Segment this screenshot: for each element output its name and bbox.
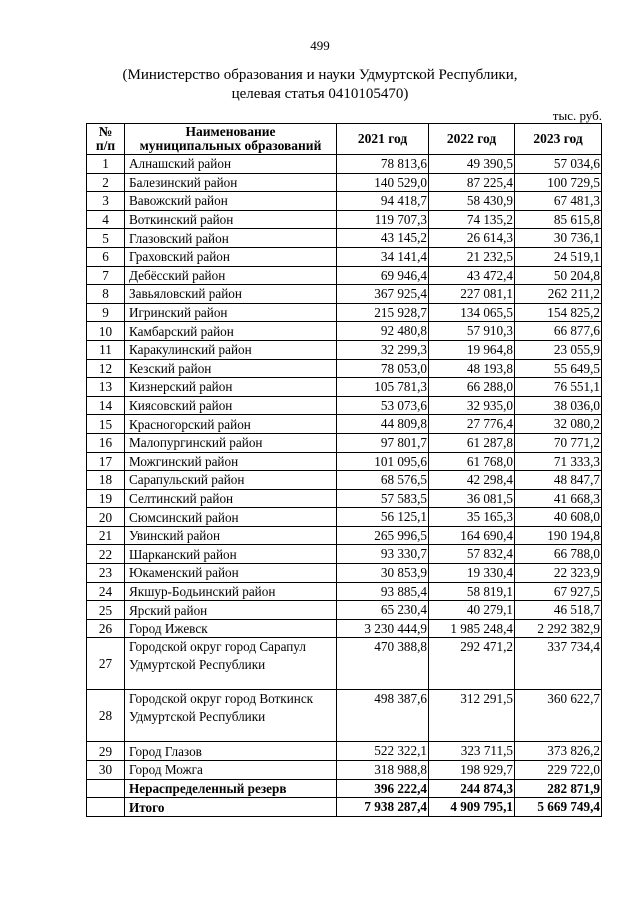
row-value-2023: 40 608,0 (515, 508, 602, 527)
row-name: Граховский район (125, 247, 337, 266)
row-value-2021: 318 988,8 (337, 761, 429, 780)
row-name: Вавожский район (125, 192, 337, 211)
table-row (87, 378, 602, 397)
row-value-2021: 105 781,3 (337, 378, 429, 397)
table-row (87, 266, 602, 285)
header-name (125, 124, 337, 155)
row-value-2021: 470 388,8 (337, 638, 429, 690)
table-row (87, 340, 602, 359)
row-value-2022: 61 287,8 (429, 433, 515, 452)
header-2022: 2022 год (429, 124, 515, 155)
table-row (87, 508, 602, 527)
row-value-2022: 164 690,4 (429, 526, 515, 545)
row-value-2023: 32 080,2 (515, 415, 602, 434)
row-number: 14 (87, 396, 125, 415)
row-value-2021: 265 996,5 (337, 526, 429, 545)
row-number: 13 (87, 378, 125, 397)
row-value-2021: 119 707,3 (337, 210, 429, 229)
table-row (87, 210, 602, 229)
row-value-2022: 26 614,3 (429, 229, 515, 248)
row-value-2022: 43 472,4 (429, 266, 515, 285)
row-name: Игринский район (125, 303, 337, 322)
row-value-2023: 57 034,6 (515, 155, 602, 174)
row-value-2022: 4 909 795,1 (429, 798, 515, 817)
table-row (87, 545, 602, 564)
table-row (87, 155, 602, 174)
row-number: 2 (87, 173, 125, 192)
row-number: 28 (87, 690, 125, 742)
row-value-2021: 34 141,4 (337, 247, 429, 266)
row-name: Можгинский район (125, 452, 337, 471)
row-number: 15 (87, 415, 125, 434)
row-value-2023: 5 669 749,4 (515, 798, 602, 817)
table-row (87, 415, 602, 434)
row-name: Городской округ город Сарапул Удмуртской Республики (125, 638, 337, 690)
table-row (87, 229, 602, 248)
table-row (87, 285, 602, 304)
row-value-2021: 92 480,8 (337, 322, 429, 341)
row-value-2023: 41 668,3 (515, 489, 602, 508)
row-number: 8 (87, 285, 125, 304)
total-row (87, 798, 602, 817)
row-value-2022: 323 711,5 (429, 742, 515, 761)
row-value-2023: 46 518,7 (515, 601, 602, 620)
row-number (87, 779, 125, 798)
row-number: 10 (87, 322, 125, 341)
row-value-2023: 50 204,8 (515, 266, 602, 285)
header-2023: 2023 год (515, 124, 602, 155)
row-value-2022: 58 430,9 (429, 192, 515, 211)
row-value-2021: 56 125,1 (337, 508, 429, 527)
table-row (87, 303, 602, 322)
row-value-2022: 87 225,4 (429, 173, 515, 192)
reserve-row (87, 779, 602, 798)
row-number: 26 (87, 619, 125, 638)
row-value-2022: 40 279,1 (429, 601, 515, 620)
row-value-2022: 36 081,5 (429, 489, 515, 508)
row-value-2022: 48 193,8 (429, 359, 515, 378)
row-name: Завьяловский район (125, 285, 337, 304)
row-value-2022: 66 288,0 (429, 378, 515, 397)
row-value-2021: 93 885,4 (337, 582, 429, 601)
row-number: 18 (87, 471, 125, 490)
row-value-2021: 78 813,6 (337, 155, 429, 174)
header-number-line-1: № (98, 124, 113, 139)
table-row (87, 247, 602, 266)
table-row (87, 564, 602, 583)
row-value-2023: 48 847,7 (515, 471, 602, 490)
row-value-2022: 134 065,5 (429, 303, 515, 322)
row-value-2023: 24 519,1 (515, 247, 602, 266)
row-value-2021: 57 583,5 (337, 489, 429, 508)
row-name: Красногорский район (125, 415, 337, 434)
row-name: Киясовский район (125, 396, 337, 415)
row-value-2023: 70 771,2 (515, 433, 602, 452)
row-number: 17 (87, 452, 125, 471)
row-value-2021: 7 938 287,4 (337, 798, 429, 817)
header-number (87, 124, 125, 155)
row-value-2021: 367 925,4 (337, 285, 429, 304)
row-name: Каракулинский район (125, 340, 337, 359)
row-value-2021: 3 230 444,9 (337, 619, 429, 638)
row-value-2023: 66 788,0 (515, 545, 602, 564)
row-number: 29 (87, 742, 125, 761)
header-row (87, 124, 602, 155)
row-value-2021: 43 145,2 (337, 229, 429, 248)
row-value-2022: 312 291,5 (429, 690, 515, 742)
row-number: 16 (87, 433, 125, 452)
table-caption (90, 66, 550, 104)
row-name: Камбарский район (125, 322, 337, 341)
table-row (87, 526, 602, 545)
row-value-2021: 65 230,4 (337, 601, 429, 620)
row-name: Юкаменский район (125, 564, 337, 583)
row-value-2023: 154 825,2 (515, 303, 602, 322)
row-number: 6 (87, 247, 125, 266)
units-label: тыс. руб. (552, 108, 602, 123)
row-value-2022: 19 330,4 (429, 564, 515, 583)
row-value-2023: 337 734,4 (515, 638, 602, 690)
table-row (87, 742, 602, 761)
row-number: 1 (87, 155, 125, 174)
row-value-2022: 57 910,3 (429, 322, 515, 341)
row-name: Дебёсский район (125, 266, 337, 285)
row-value-2023: 373 826,2 (515, 742, 602, 761)
row-value-2022: 21 232,5 (429, 247, 515, 266)
header-number-line-2: п/п (95, 138, 116, 153)
row-value-2021: 69 946,4 (337, 266, 429, 285)
table-row (87, 452, 602, 471)
row-value-2022: 227 081,1 (429, 285, 515, 304)
table-row (87, 471, 602, 490)
row-number: 4 (87, 210, 125, 229)
row-value-2022: 32 935,0 (429, 396, 515, 415)
row-name: Якшур-Бодьинский район (125, 582, 337, 601)
row-value-2021: 68 576,5 (337, 471, 429, 490)
row-name: Глазовский район (125, 229, 337, 248)
row-name: Ярский район (125, 601, 337, 620)
row-number: 22 (87, 545, 125, 564)
row-number: 30 (87, 761, 125, 780)
row-value-2023: 71 333,3 (515, 452, 602, 471)
row-value-2021: 140 529,0 (337, 173, 429, 192)
row-number: 23 (87, 564, 125, 583)
row-value-2021: 53 073,6 (337, 396, 429, 415)
row-name: Сюмсинский район (125, 508, 337, 527)
row-value-2023: 38 036,0 (515, 396, 602, 415)
row-value-2021: 396 222,4 (337, 779, 429, 798)
table-row (87, 761, 602, 780)
row-value-2021: 93 330,7 (337, 545, 429, 564)
row-value-2023: 2 292 382,9 (515, 619, 602, 638)
caption-line-1: (Министерство образования и науки Удмуртской Республики, (122, 67, 518, 83)
row-number: 9 (87, 303, 125, 322)
page-number: 499 (310, 38, 330, 53)
row-value-2022: 198 929,7 (429, 761, 515, 780)
row-value-2022: 57 832,4 (429, 545, 515, 564)
header-name-line-2: муниципальных образований (139, 138, 322, 153)
row-value-2022: 27 776,4 (429, 415, 515, 434)
row-number: 20 (87, 508, 125, 527)
row-value-2022: 244 874,3 (429, 779, 515, 798)
row-number (87, 798, 125, 817)
table-row (87, 359, 602, 378)
row-value-2021: 30 853,9 (337, 564, 429, 583)
table-row (87, 690, 602, 742)
row-name: Город Можга (125, 761, 337, 780)
table-row (87, 619, 602, 638)
row-number: 3 (87, 192, 125, 211)
row-name: Нераспределенный резерв (125, 779, 337, 798)
row-name: Воткинский район (125, 210, 337, 229)
table-row (87, 173, 602, 192)
row-name: Увинский район (125, 526, 337, 545)
table-row (87, 638, 602, 690)
row-value-2022: 19 964,8 (429, 340, 515, 359)
row-value-2022: 49 390,5 (429, 155, 515, 174)
row-value-2023: 190 194,8 (515, 526, 602, 545)
row-name: Город Ижевск (125, 619, 337, 638)
row-number: 11 (87, 340, 125, 359)
row-name: Малопургинский район (125, 433, 337, 452)
table-row (87, 433, 602, 452)
table-body (87, 155, 602, 817)
row-value-2023: 100 729,5 (515, 173, 602, 192)
table-row (87, 601, 602, 620)
row-value-2021: 94 418,7 (337, 192, 429, 211)
row-value-2023: 360 622,7 (515, 690, 602, 742)
row-value-2021: 97 801,7 (337, 433, 429, 452)
row-name: Кизнерский район (125, 378, 337, 397)
row-name: Городской округ город Воткинск Удмуртской Республики (125, 690, 337, 742)
row-value-2021: 44 809,8 (337, 415, 429, 434)
row-number: 24 (87, 582, 125, 601)
row-number: 19 (87, 489, 125, 508)
row-value-2023: 66 877,6 (515, 322, 602, 341)
row-number: 25 (87, 601, 125, 620)
row-name: Шарканский район (125, 545, 337, 564)
row-value-2022: 1 985 248,4 (429, 619, 515, 638)
budget-table (86, 123, 602, 817)
row-value-2023: 22 323,9 (515, 564, 602, 583)
row-value-2021: 78 053,0 (337, 359, 429, 378)
header-name-line-1: Наименование (185, 124, 276, 139)
row-name: Кезский район (125, 359, 337, 378)
row-value-2023: 67 481,3 (515, 192, 602, 211)
row-value-2023: 23 055,9 (515, 340, 602, 359)
table-row (87, 322, 602, 341)
row-value-2021: 522 322,1 (337, 742, 429, 761)
row-value-2022: 292 471,2 (429, 638, 515, 690)
row-value-2023: 76 551,1 (515, 378, 602, 397)
row-value-2022: 61 768,0 (429, 452, 515, 471)
row-name: Город Глазов (125, 742, 337, 761)
row-number: 5 (87, 229, 125, 248)
row-value-2023: 67 927,5 (515, 582, 602, 601)
table-row (87, 192, 602, 211)
row-name: Селтинский район (125, 489, 337, 508)
table-row (87, 396, 602, 415)
row-value-2023: 262 211,2 (515, 285, 602, 304)
row-value-2023: 85 615,8 (515, 210, 602, 229)
row-name: Алнашский район (125, 155, 337, 174)
row-value-2023: 30 736,1 (515, 229, 602, 248)
row-value-2023: 282 871,9 (515, 779, 602, 798)
row-value-2021: 32 299,3 (337, 340, 429, 359)
row-value-2022: 74 135,2 (429, 210, 515, 229)
row-value-2023: 229 722,0 (515, 761, 602, 780)
table-row (87, 489, 602, 508)
row-value-2021: 101 095,6 (337, 452, 429, 471)
row-name: Сарапульский район (125, 471, 337, 490)
row-value-2022: 35 165,3 (429, 508, 515, 527)
row-value-2023: 55 649,5 (515, 359, 602, 378)
row-number: 21 (87, 526, 125, 545)
header-2021: 2021 год (337, 124, 429, 155)
row-number: 12 (87, 359, 125, 378)
caption-line-2: целевая статья 0410105470) (231, 86, 409, 102)
row-value-2021: 498 387,6 (337, 690, 429, 742)
row-name: Итого (125, 798, 337, 817)
row-value-2021: 215 928,7 (337, 303, 429, 322)
row-number: 27 (87, 638, 125, 690)
row-number: 7 (87, 266, 125, 285)
row-value-2022: 58 819,1 (429, 582, 515, 601)
row-name: Балезинский район (125, 173, 337, 192)
table-row (87, 582, 602, 601)
row-value-2022: 42 298,4 (429, 471, 515, 490)
